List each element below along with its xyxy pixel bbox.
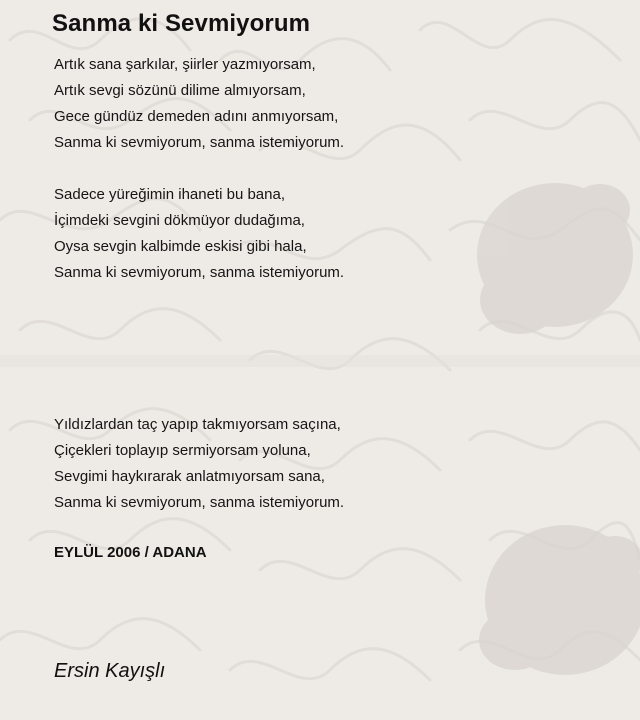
author-name: Ersin Kayışlı	[54, 660, 166, 682]
poem-title: Sanma ki Sevmiyorum	[52, 10, 311, 37]
poem-line: Artık sana şarkılar, şiirler yazmıyorsam,	[54, 56, 316, 73]
poem-line: Çiçekleri toplayıp sermiyorsam yoluna,	[54, 442, 311, 459]
poem-line: Artık sevgi sözünü dilime almıyorsam,	[54, 82, 306, 99]
poem-line: Sanma ki sevmiyorum, sanma istemiyorum.	[54, 134, 345, 151]
stanza-1	[54, 52, 344, 156]
poem-line: Sevgimi haykırarak anlatmıyorsam sana,	[54, 468, 325, 485]
date-place: EYLÜL 2006 / ADANA	[54, 544, 207, 561]
stanza-2	[54, 182, 344, 286]
poem-line: Sanma ki sevmiyorum, sanma istemiyorum.	[54, 264, 345, 281]
poem-line: Oysa sevgin kalbimde eskisi gibi hala,	[54, 238, 307, 255]
poem-line: Gece gündüz demeden adını anmıyorsam,	[54, 108, 339, 125]
poem-line: Sadece yüreğimin ihaneti bu bana,	[54, 186, 285, 203]
poem-line: Sanma ki sevmiyorum, sanma istemiyorum.	[54, 494, 345, 511]
poem-line: Yıldızlardan taç yapıp takmıyorsam saçına,	[54, 416, 341, 433]
poem-line: İçimdeki sevgini dökmüyor dudağıma,	[54, 212, 305, 229]
stanza-3	[54, 412, 344, 516]
